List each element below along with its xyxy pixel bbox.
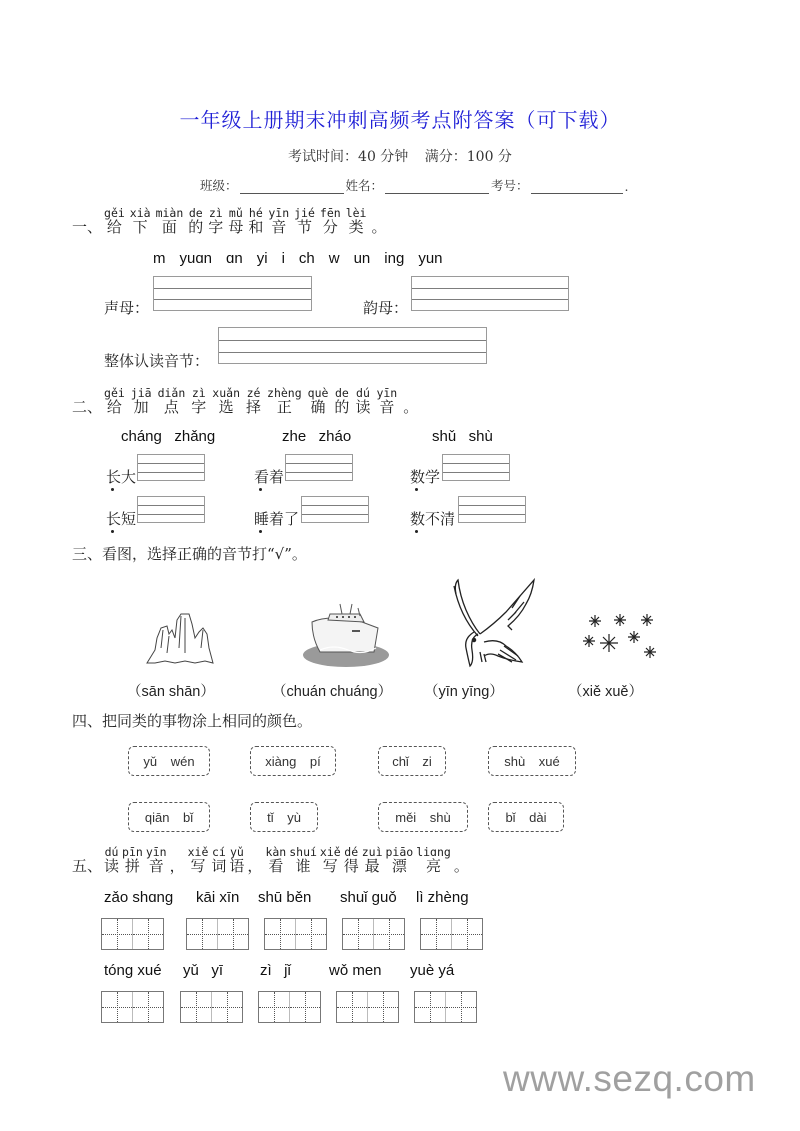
word-card[interactable]: xiàng pí bbox=[250, 746, 336, 776]
section2-heading: 二、 gěi 给 jiā 加 diǎn 点 zì 字 xuǎn 选 zé 择 zhèng 正 què 确 de 的 dú 读 yīn 音 。 bbox=[72, 386, 419, 416]
shengmu-answer-box[interactable] bbox=[153, 276, 312, 311]
number-label: 考号： bbox=[491, 178, 529, 193]
answer-box-shubuqing[interactable] bbox=[458, 496, 526, 523]
caption-mountain[interactable]: （sān shān） bbox=[127, 684, 215, 700]
writing-grid[interactable] bbox=[101, 991, 164, 1023]
group3-options: shǔ shù bbox=[432, 428, 493, 445]
letter-item: w bbox=[328, 250, 340, 267]
answer-box-shuizhaole[interactable] bbox=[301, 496, 369, 523]
letter-item: ɑn bbox=[226, 250, 243, 267]
section1-number: 一、 bbox=[72, 218, 103, 236]
word-changda: 长大 bbox=[106, 468, 137, 486]
word-shubuqing: 数不清 bbox=[410, 510, 456, 528]
full-score: 满分：100 分 bbox=[424, 149, 512, 165]
number-field[interactable] bbox=[531, 179, 623, 194]
exam-time: 考试时间：40 分钟 bbox=[288, 149, 409, 165]
letter-item: yi bbox=[256, 250, 268, 267]
word-card[interactable]: chǐ zi bbox=[378, 746, 446, 776]
mountain-icon bbox=[145, 608, 215, 666]
student-info-line bbox=[200, 176, 629, 194]
writing-grid[interactable] bbox=[420, 918, 483, 950]
answer-box-changda[interactable] bbox=[137, 454, 205, 481]
caption-snow[interactable]: （xiě xuě） bbox=[568, 684, 643, 700]
word-card[interactable]: qiān bǐ bbox=[128, 802, 210, 832]
letter-item: i bbox=[281, 250, 285, 267]
exam-info bbox=[0, 146, 800, 166]
word-pinyin: lì zhèng bbox=[416, 889, 469, 906]
caption-eagle[interactable]: （yīn yīng） bbox=[424, 684, 504, 700]
word-pinyin: shuǐ guǒ bbox=[340, 889, 397, 906]
word-pinyin: tóng xué bbox=[104, 962, 162, 979]
letter-item: m bbox=[153, 250, 166, 267]
name-field[interactable] bbox=[385, 179, 489, 194]
word-card[interactable]: bǐ dài bbox=[488, 802, 564, 832]
section5-heading: 五、 dú 读 pīn 拼 yīn 音 ， xiě 写 cí 词 yǔ 语 ， kàn 看 shuí 谁 xiě 写 dé 得 zuì 最 piāo 漂 liɑng 亮 。 bbox=[72, 845, 469, 875]
section3-heading: 三、看图，选择正确的音节打“√”。 bbox=[72, 545, 307, 563]
word-pinyin: yǔ yī bbox=[183, 962, 224, 979]
yunmu-label: 韵母： bbox=[363, 299, 409, 317]
word-shuxue: 数学 bbox=[410, 468, 441, 486]
zhengti-answer-box[interactable] bbox=[218, 327, 487, 364]
word-shuizhaole: 睡着了 bbox=[254, 510, 300, 528]
shengmu-label: 声母： bbox=[104, 299, 150, 317]
writing-grid[interactable] bbox=[101, 918, 164, 950]
word-card[interactable]: yǔ wén bbox=[128, 746, 210, 776]
page-title: 一年级上册期末冲刺高频考点附答案（可下载） bbox=[179, 108, 621, 132]
letter-item: yuɑn bbox=[179, 250, 213, 267]
watermark: www.sezq.com bbox=[503, 1058, 756, 1099]
class-field[interactable] bbox=[240, 179, 344, 194]
word-pinyin: kāi xīn bbox=[196, 889, 240, 906]
word-pinyin: shū běn bbox=[258, 889, 312, 906]
answer-box-kanzhe[interactable] bbox=[285, 454, 353, 481]
writing-grid[interactable] bbox=[336, 991, 399, 1023]
writing-grid[interactable] bbox=[342, 918, 405, 950]
writing-grid[interactable] bbox=[414, 991, 477, 1023]
word-pinyin: zì jǐ bbox=[260, 962, 291, 979]
word-changduan: 长短 bbox=[106, 510, 137, 528]
name-label: 姓名： bbox=[345, 178, 384, 193]
letter-item: ch bbox=[298, 250, 315, 267]
group2-options: zhe zháo bbox=[282, 428, 352, 445]
section5-number: 五、 bbox=[72, 857, 103, 875]
letter-item: yun bbox=[418, 250, 443, 267]
zhengti-label: 整体认读音节： bbox=[104, 352, 210, 370]
word-card[interactable]: shù xué bbox=[488, 746, 576, 776]
writing-grid[interactable] bbox=[186, 918, 249, 950]
eagle-icon bbox=[450, 576, 538, 668]
snowflakes-icon bbox=[580, 610, 660, 662]
word-pinyin: zǎo shɑng bbox=[104, 889, 174, 906]
answer-box-shuxue[interactable] bbox=[442, 454, 510, 481]
section2-number: 二、 bbox=[72, 398, 103, 416]
writing-grid[interactable] bbox=[264, 918, 327, 950]
section1-heading: 一、 gěi 给 xià 下 miàn 面 de 的 zì 字 mǔ 母 hé 和 yīn 音 jié 节 fēn 分 lèi 类 。 bbox=[72, 206, 387, 236]
section4-heading: 四、把同类的事物涂上相同的颜色。 bbox=[72, 712, 313, 730]
word-card[interactable]: měi shù bbox=[378, 802, 468, 832]
yunmu-answer-box[interactable] bbox=[411, 276, 569, 311]
writing-grid[interactable] bbox=[258, 991, 321, 1023]
word-pinyin: yuè yá bbox=[410, 962, 455, 979]
word-kanzhe: 看着 bbox=[254, 468, 285, 486]
letter-item: un bbox=[353, 250, 371, 267]
end-dot: . bbox=[624, 179, 629, 194]
word-card[interactable]: tǐ yù bbox=[250, 802, 318, 832]
ship-icon bbox=[300, 600, 392, 670]
class-label: 班级： bbox=[200, 178, 238, 193]
group1-options: cháng zhǎng bbox=[121, 428, 216, 445]
answer-box-changduan[interactable] bbox=[137, 496, 205, 523]
letter-item: ing bbox=[384, 250, 405, 267]
writing-grid[interactable] bbox=[180, 991, 243, 1023]
letters-list bbox=[153, 250, 443, 267]
word-pinyin: wǒ men bbox=[329, 962, 382, 979]
caption-ship[interactable]: （chuán chuáng） bbox=[272, 684, 393, 700]
